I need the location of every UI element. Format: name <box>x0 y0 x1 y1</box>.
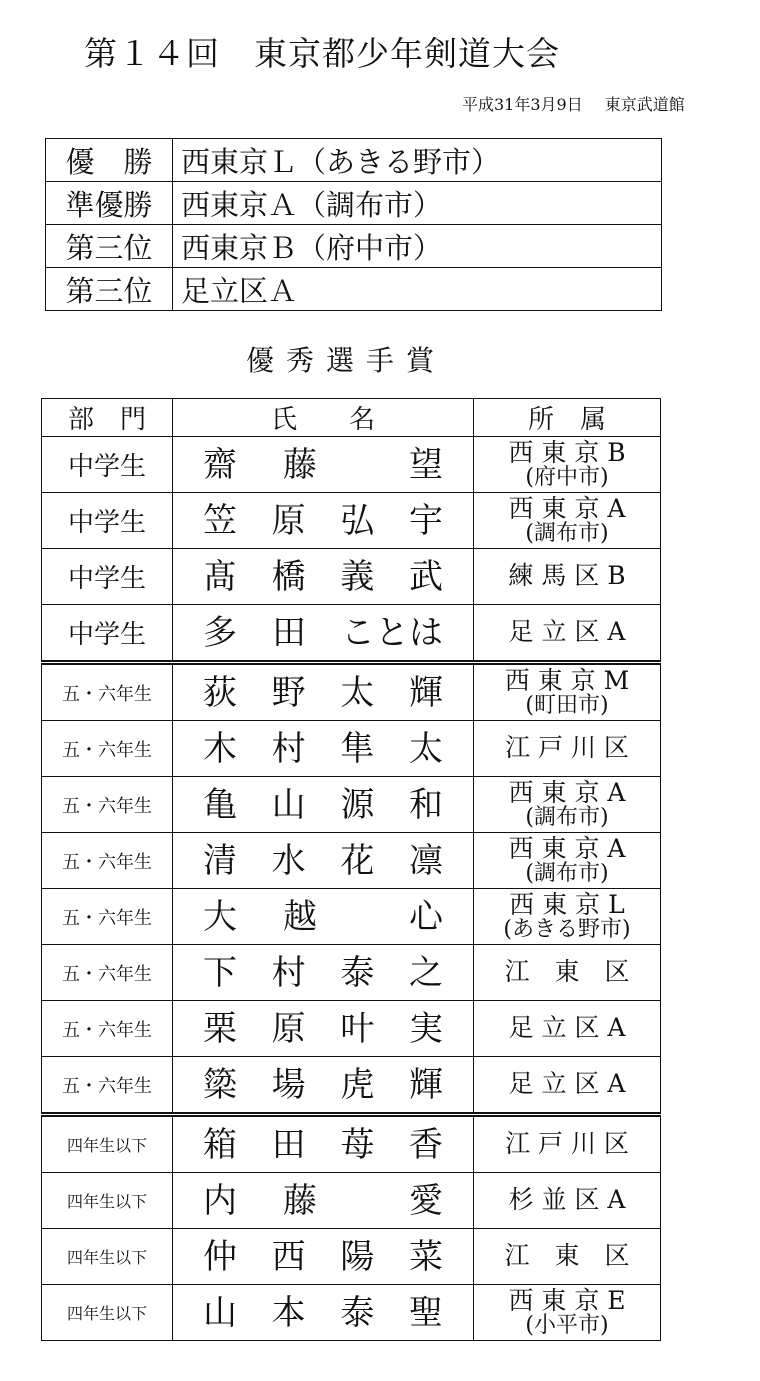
affiliation-cell <box>474 833 661 889</box>
affiliation-team: 江 東 区 <box>504 957 630 987</box>
name-char: 髙 <box>203 556 237 597</box>
affiliation-team: 江 戸 川 区 <box>505 1129 629 1159</box>
name-char: 原 <box>271 1008 306 1049</box>
name-cell <box>173 1057 474 1115</box>
affiliation-team: 西 東 京 L <box>509 889 625 919</box>
affiliation-cell <box>474 1285 661 1341</box>
division-cell: 五・六年生 <box>42 721 173 777</box>
name-char: 太 <box>408 728 443 769</box>
affiliation-cell <box>474 1115 661 1173</box>
name-char: 亀 <box>203 784 237 825</box>
name-char: 虎 <box>340 1064 375 1105</box>
name-char: 愛 <box>409 1180 443 1221</box>
affiliation-cell <box>474 1057 661 1115</box>
player-name <box>203 672 443 713</box>
player-name <box>203 1124 443 1165</box>
name-char: 聖 <box>408 1292 443 1333</box>
affiliation-cell <box>474 721 661 777</box>
affiliation-team: 足 立 区 A <box>508 1013 626 1043</box>
affiliation-cell <box>474 605 661 663</box>
name-char: 輝 <box>408 672 443 713</box>
rank-cell: 第三位 <box>46 225 173 268</box>
results-row <box>46 268 662 311</box>
name-cell <box>173 493 474 549</box>
division-cell: 中学生 <box>42 549 173 605</box>
award-row <box>42 1285 661 1341</box>
affiliation-team: 江 戸 川 区 <box>505 733 629 763</box>
rank-cell: 準優勝 <box>46 182 173 225</box>
name-char: 弘 <box>340 500 375 541</box>
division-cell: 中学生 <box>42 493 173 549</box>
name-char: 荻 <box>203 672 237 713</box>
affiliation-team: 練 馬 区 B <box>508 561 626 591</box>
award-row <box>42 721 661 777</box>
awards-title: 優秀選手賞 <box>246 344 447 377</box>
name-char: 叶 <box>340 1008 375 1049</box>
award-row <box>42 605 661 663</box>
name-char: 田 <box>271 1124 306 1165</box>
page-title: 第１４回 東京都少年剣道大会 <box>84 34 560 73</box>
name-char: 山 <box>271 784 306 825</box>
name-cell <box>173 437 474 493</box>
name-char: 苺 <box>340 1124 375 1165</box>
award-row <box>42 437 661 493</box>
award-row <box>42 493 661 549</box>
affiliation-city: (調布市) <box>525 521 609 547</box>
team-cell: 足立区Ａ <box>173 268 662 311</box>
division-cell: 五・六年生 <box>42 1057 173 1115</box>
name-char: 原 <box>271 500 306 541</box>
name-cell <box>173 1229 474 1285</box>
name-char: 泰 <box>340 952 375 993</box>
name-char: 武 <box>408 556 443 597</box>
award-row <box>42 1057 661 1115</box>
team-cell: 西東京Ｂ（府中市） <box>173 225 662 268</box>
name-char: 栗 <box>203 1008 237 1049</box>
name-cell <box>173 945 474 1001</box>
name-char: 村 <box>271 728 306 769</box>
name-char: 輝 <box>408 1064 443 1105</box>
player-name <box>203 784 443 825</box>
award-row <box>42 663 661 721</box>
division-cell: 五・六年生 <box>42 777 173 833</box>
player-name <box>203 1236 443 1277</box>
player-name <box>203 612 443 653</box>
results-row <box>46 182 662 225</box>
name-cell <box>173 1285 474 1341</box>
affiliation-city: (調布市) <box>525 861 609 887</box>
division-cell: 四年生以下 <box>42 1173 173 1229</box>
name-char: 隼 <box>340 728 375 769</box>
affiliation-team: 西 東 京 E <box>508 1285 626 1315</box>
division-cell: 五・六年生 <box>42 945 173 1001</box>
division-cell: 四年生以下 <box>42 1229 173 1285</box>
division-cell: 五・六年生 <box>42 833 173 889</box>
award-row <box>42 1173 661 1229</box>
affiliation-team: 杉 並 区 A <box>508 1185 626 1215</box>
affiliation-city: (府中市) <box>525 465 609 491</box>
name-cell <box>173 663 474 721</box>
affiliation-cell <box>474 549 661 605</box>
name-char: 西 <box>271 1236 306 1277</box>
award-row <box>42 889 661 945</box>
name-char: 藤 <box>283 444 317 485</box>
name-char: 野 <box>271 672 306 713</box>
player-name <box>203 1292 443 1333</box>
event-venue: 東京武道館 <box>604 95 685 114</box>
name-char: 義 <box>340 556 375 597</box>
name-char: ことは <box>341 612 443 653</box>
name-char: 菜 <box>408 1236 443 1277</box>
name-char: 簗 <box>203 1064 237 1105</box>
player-name <box>203 500 443 541</box>
awards-table <box>41 398 661 1341</box>
affiliation-city: (調布市) <box>525 805 609 831</box>
affiliation-team: 足 立 区 A <box>508 617 626 647</box>
name-cell <box>173 1115 474 1173</box>
name-char: 陽 <box>340 1236 375 1277</box>
award-row <box>42 945 661 1001</box>
player-name <box>203 556 443 597</box>
affiliation-team: 西 東 京 A <box>508 777 626 807</box>
affiliation-cell <box>474 437 661 493</box>
name-char: 宇 <box>408 500 443 541</box>
division-cell: 四年生以下 <box>42 1285 173 1341</box>
name-char: 田 <box>272 612 306 653</box>
name-char: 村 <box>271 952 306 993</box>
name-char: 笠 <box>203 500 237 541</box>
player-name <box>203 840 443 881</box>
affiliation-cell <box>474 1173 661 1229</box>
name-cell <box>173 777 474 833</box>
rank-cell: 優 勝 <box>46 139 173 182</box>
affiliation-cell <box>474 889 661 945</box>
affiliation-team: 足 立 区 A <box>508 1069 626 1099</box>
award-row <box>42 1115 661 1173</box>
name-char: 香 <box>408 1124 443 1165</box>
name-char: 凛 <box>408 840 443 881</box>
name-char: 之 <box>408 952 443 993</box>
name-char: 太 <box>340 672 375 713</box>
name-char: 花 <box>340 840 375 881</box>
affiliation-cell <box>474 1001 661 1057</box>
affiliation-cell <box>474 493 661 549</box>
name-char: 藤 <box>283 1180 317 1221</box>
award-row <box>42 777 661 833</box>
results-row <box>46 225 662 268</box>
name-char: 場 <box>271 1064 306 1105</box>
name-char: 橋 <box>271 556 306 597</box>
affiliation-team: 江 東 区 <box>504 1241 630 1271</box>
name-char: 箱 <box>203 1124 237 1165</box>
name-header: 氏 名 <box>173 399 474 437</box>
name-char: 齋 <box>203 444 237 485</box>
rank-cell: 第三位 <box>46 268 173 311</box>
name-cell <box>173 889 474 945</box>
award-row <box>42 1001 661 1057</box>
player-name <box>203 896 443 937</box>
player-name <box>203 1008 443 1049</box>
name-cell <box>173 1173 474 1229</box>
name-cell <box>173 721 474 777</box>
name-char: 内 <box>203 1180 237 1221</box>
name-cell <box>173 1001 474 1057</box>
name-char: 本 <box>271 1292 306 1333</box>
team-cell: 西東京Ａ（調布市） <box>173 182 662 225</box>
division-cell: 四年生以下 <box>42 1115 173 1173</box>
division-header: 部 門 <box>42 399 173 437</box>
division-cell: 五・六年生 <box>42 1001 173 1057</box>
affiliation-header: 所 属 <box>474 399 661 437</box>
affiliation-cell <box>474 1229 661 1285</box>
affiliation-team: 西 東 京 M <box>504 665 630 695</box>
affiliation-team: 西 東 京 A <box>508 493 626 523</box>
name-char: 清 <box>203 840 237 881</box>
player-name <box>203 728 443 769</box>
event-date: 平成31年3月9日 <box>462 95 583 114</box>
name-char: 泰 <box>340 1292 375 1333</box>
name-cell <box>173 549 474 605</box>
event-meta <box>462 92 685 115</box>
affiliation-city: (小平市) <box>525 1313 609 1339</box>
award-row <box>42 833 661 889</box>
name-cell <box>173 605 474 663</box>
results-row <box>46 139 662 182</box>
division-cell: 五・六年生 <box>42 889 173 945</box>
name-char: 下 <box>203 952 237 993</box>
affiliation-cell <box>474 945 661 1001</box>
name-char: 木 <box>203 728 237 769</box>
name-char: 越 <box>283 896 317 937</box>
affiliation-team: 西 東 京 A <box>508 833 626 863</box>
name-char: 和 <box>408 784 443 825</box>
name-char: 水 <box>271 840 306 881</box>
award-row <box>42 549 661 605</box>
player-name <box>203 1180 443 1221</box>
player-name <box>203 1064 443 1105</box>
affiliation-city: (あきる野市) <box>503 917 631 943</box>
results-table <box>45 138 662 311</box>
awards-body <box>42 437 661 1341</box>
affiliation-city: (町田市) <box>525 693 609 719</box>
division-cell: 五・六年生 <box>42 663 173 721</box>
name-char: 源 <box>340 784 375 825</box>
division-cell: 中学生 <box>42 437 173 493</box>
name-char: 心 <box>409 896 443 937</box>
name-char: 仲 <box>203 1236 237 1277</box>
division-cell: 中学生 <box>42 605 173 663</box>
name-char: 山 <box>203 1292 237 1333</box>
name-char: 大 <box>203 896 237 937</box>
name-char: 望 <box>409 444 443 485</box>
award-row <box>42 1229 661 1285</box>
name-cell <box>173 833 474 889</box>
name-char: 実 <box>408 1008 443 1049</box>
player-name <box>203 444 443 485</box>
team-cell: 西東京Ｌ（あきる野市） <box>173 139 662 182</box>
affiliation-cell <box>474 777 661 833</box>
name-char: 多 <box>203 612 237 653</box>
affiliation-cell <box>474 663 661 721</box>
player-name <box>203 952 443 993</box>
awards-header-row <box>42 399 661 437</box>
affiliation-team: 西 東 京 B <box>508 437 626 467</box>
